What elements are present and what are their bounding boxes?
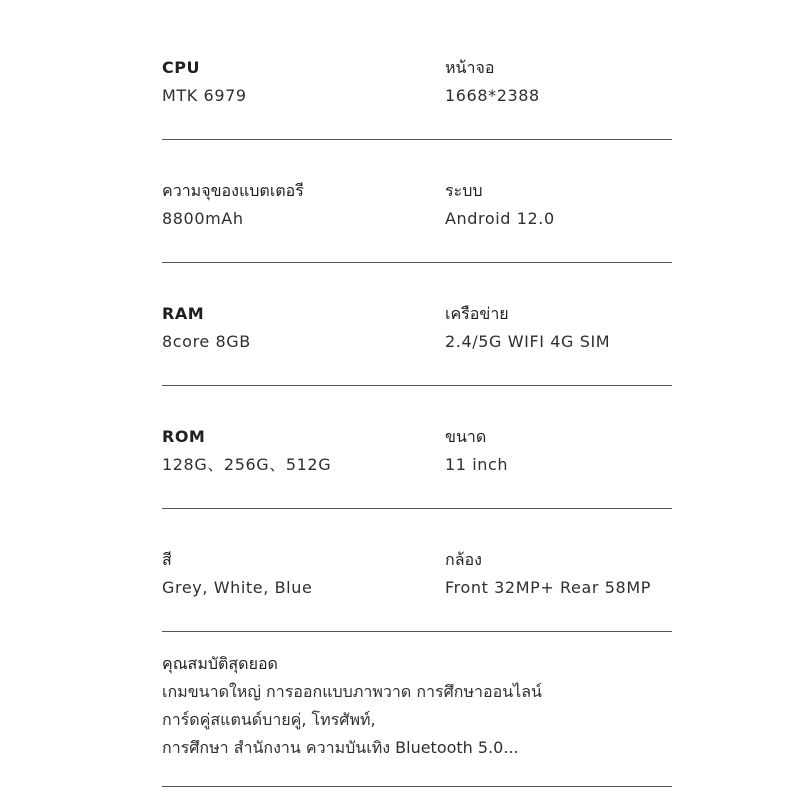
spec-label-battery: ความจุของแบตเตอรี (162, 181, 304, 200)
features-title: คุณสมบัติสุดยอด (162, 654, 278, 673)
spec-value-system: Android 12.0 (445, 209, 555, 228)
spec-value-camera: Front 32MP+ Rear 58MP (445, 578, 651, 597)
spec-label-size: ขนาด (445, 427, 487, 446)
spec-label-ram: RAM (162, 304, 205, 323)
spec-label-screen: หน้าจอ (445, 58, 495, 77)
features-section (162, 654, 722, 758)
spec-row-rom-size (162, 427, 672, 550)
divider (162, 385, 672, 386)
spec-value-rom: 128G、256G、512G (162, 455, 332, 474)
spec-value-network: 2.4/5G WIFI 4G SIM (445, 332, 611, 351)
spec-label-cpu: CPU (162, 58, 200, 77)
spec-label-network: เครือข่าย (445, 304, 509, 323)
features-line: การ์ดคู่สแตนด์บายคู่, โทรศัพท์, (162, 710, 376, 729)
features-line: การศึกษา สำนักงาน ความบันเทิง Bluetooth 5.0... (162, 738, 519, 757)
divider (162, 631, 672, 632)
spec-value-ram: 8core 8GB (162, 332, 251, 351)
spec-value-battery: 8800mAh (162, 209, 244, 228)
spec-row-ram-network (162, 304, 672, 427)
features-line: เกมขนาดใหญ่ การออกแบบภาพวาด การศึกษาออนไลน์ (162, 682, 542, 701)
spec-label-camera: กล้อง (445, 550, 482, 569)
divider (162, 508, 672, 509)
spec-value-color: Grey, White, Blue (162, 578, 313, 597)
spec-value-size: 11 inch (445, 455, 509, 474)
divider (162, 139, 672, 140)
spec-row-cpu-screen (162, 58, 672, 181)
spec-value-screen: 1668*2388 (445, 86, 540, 105)
spec-row-battery-system (162, 181, 672, 304)
spec-label-rom: ROM (162, 427, 206, 446)
spec-label-color: สี (162, 550, 172, 569)
spec-label-system: ระบบ (445, 181, 483, 200)
divider (162, 262, 672, 263)
spec-value-cpu: MTK 6979 (162, 86, 247, 105)
divider (162, 786, 672, 787)
